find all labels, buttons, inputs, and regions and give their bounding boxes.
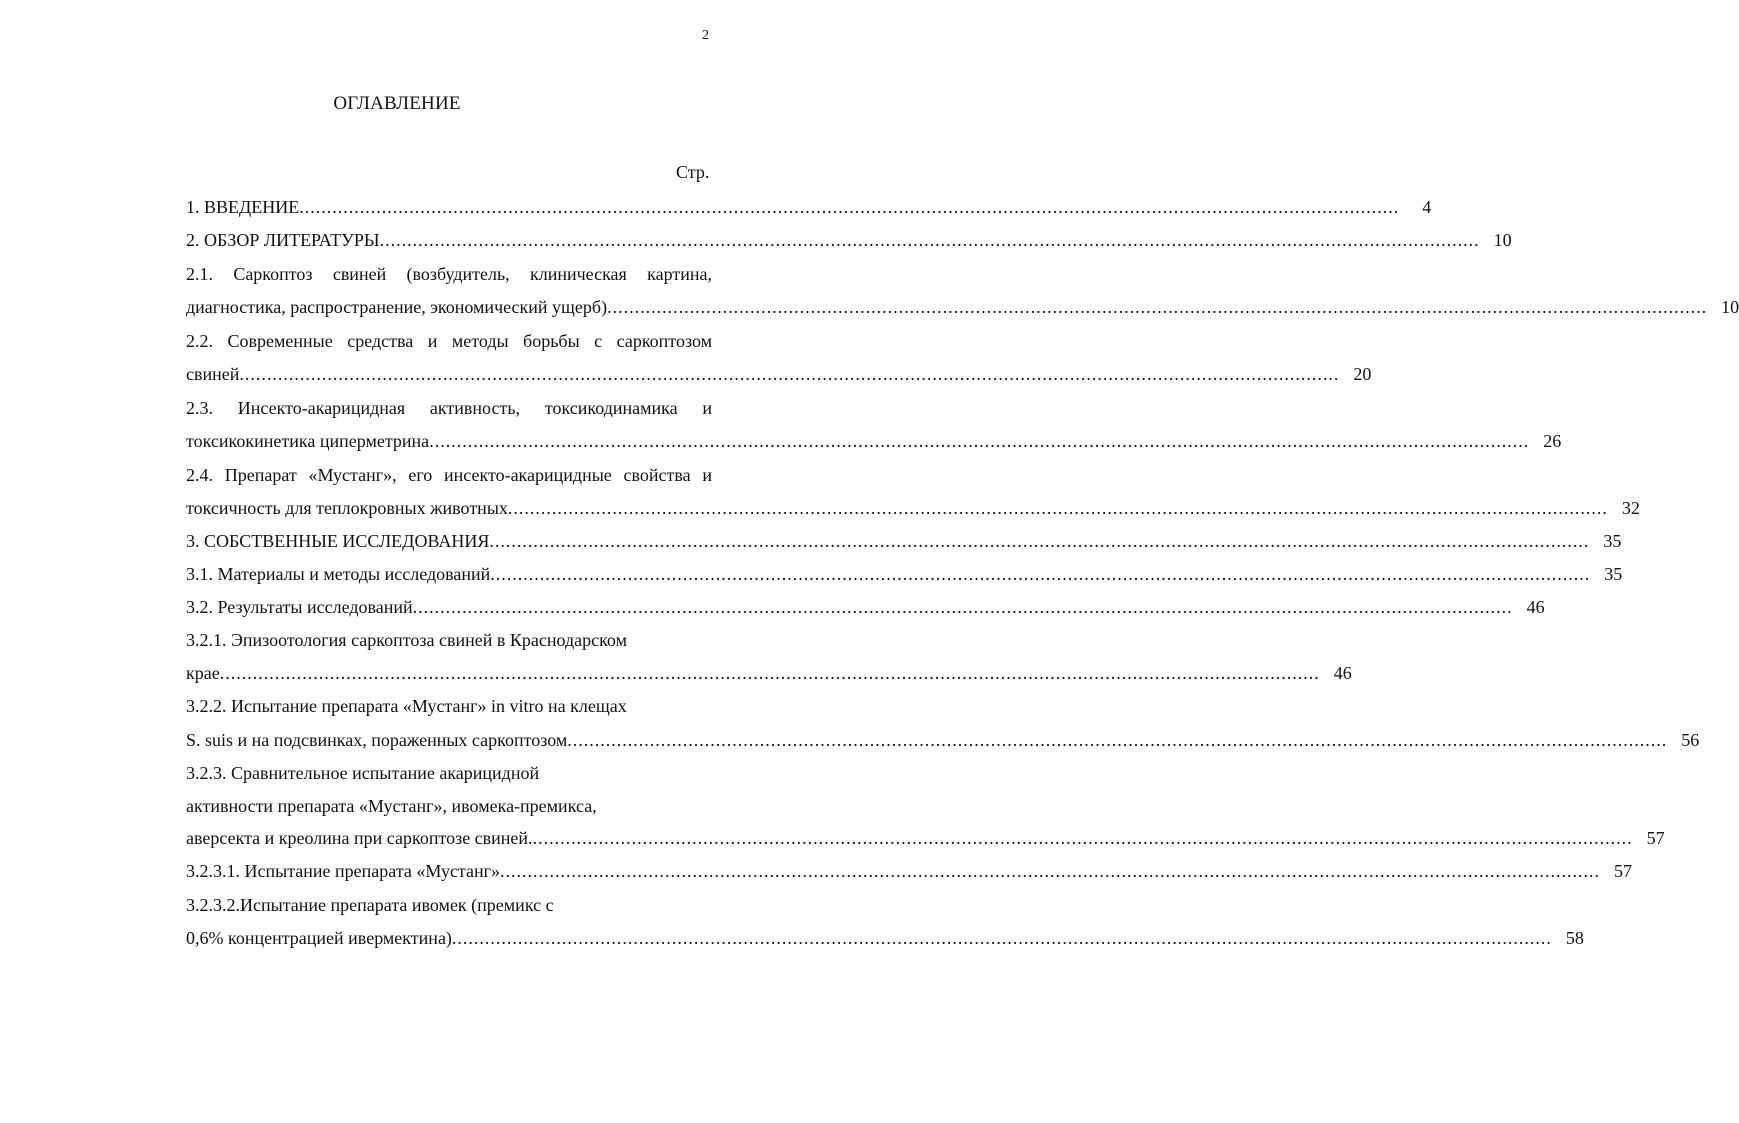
toc-entry-page: 57: [1614, 861, 1633, 881]
toc-entry: [186, 362, 1372, 386]
dot-leader: ........................................................................................................................................................................................................: [500, 861, 1601, 881]
dot-leader: ........................................................................................................................................................................................................: [451, 928, 1552, 948]
toc-entry-title: 3.2.3.1. Испытание препарата «Мустанг»: [186, 861, 501, 881]
toc-entry: [186, 429, 1562, 453]
toc-entry-page: 56: [1681, 730, 1700, 750]
toc-entry-title: токсикокинетика циперметрина: [186, 431, 430, 451]
toc-entry: [186, 728, 1700, 752]
page-number: 2: [702, 28, 709, 43]
toc-entry-line: 3.2.1. Эпизоотология саркоптоза свиней в Краснодарском: [186, 630, 627, 650]
toc-entry-title: диагностика, распространение, экономический ущерб): [186, 297, 608, 317]
toc-entry-page: 35: [1603, 531, 1622, 551]
toc-entry-title: S. suis и на подсвинках, пораженных саркоптозом: [186, 730, 568, 750]
toc-entry: [186, 529, 1622, 553]
toc-entry-line: 3.2.2. Испытание препарата «Мустанг» in vitro на клещах: [186, 696, 627, 716]
dot-leader: ........................................................................................................................................................................................................: [567, 730, 1668, 750]
toc-entry-line: 2.2. Современные средства и методы борьбы с саркоптозом: [186, 331, 712, 351]
toc-entry-line: 2.3. Инсекто-акарицидная активность, токсикодинамика и: [186, 398, 712, 418]
toc-entry-title: крае: [186, 663, 220, 683]
toc-entry-page: 4: [1422, 197, 1432, 217]
toc-entry: [186, 661, 1352, 685]
toc-entry-page: 57: [1646, 828, 1665, 848]
page-title: ОГЛАВЛЕНИЕ: [333, 93, 461, 114]
dot-leader: ........................................................................................................................................................................................................: [532, 828, 1633, 848]
toc-entry-line: 3.2.3. Сравнительное испытание акарицидной: [186, 763, 540, 783]
dot-leader: ........................................................................................................................................................................................................: [299, 197, 1400, 217]
toc-entry-title: 3.2. Результаты исследований: [186, 597, 413, 617]
dot-leader: ........................................................................................................................................................................................................: [239, 364, 1340, 384]
toc-entry: [186, 926, 1584, 950]
toc-entry-title: токсичность для теплокровных животных: [186, 498, 508, 518]
toc-entry-title: 3.1. Материалы и методы исследований: [186, 564, 491, 584]
toc-entry-title: 0,6% концентрацией ивермектина): [186, 928, 452, 948]
toc-entry-page: 32: [1621, 498, 1640, 518]
toc-entry: [186, 562, 1623, 586]
dot-leader: ........................................................................................................................................................................................................: [379, 230, 1480, 250]
dot-leader: ........................................................................................................................................................................................................: [507, 498, 1608, 518]
toc-entry-line: 2.1. Саркоптоз свиней (возбудитель, клиническая картина,: [186, 264, 712, 284]
toc-entry: [186, 295, 1739, 319]
dot-leader: ........................................................................................................................................................................................................: [489, 531, 1590, 551]
toc-entry-page: 46: [1526, 597, 1545, 617]
toc-entry-title: 1. ВВЕДЕНИЕ: [186, 197, 300, 217]
dot-leader: ........................................................................................................................................................................................................: [429, 431, 1530, 451]
toc-entry-page: 58: [1565, 928, 1584, 948]
toc-entry-page: 10: [1493, 230, 1512, 250]
toc-entry: [186, 496, 1640, 520]
dot-leader: ........................................................................................................................................................................................................: [412, 597, 1513, 617]
toc-entry-title: свиней: [186, 364, 240, 384]
toc-entry-title: аверсекта и креолина при саркоптозе свиней.: [186, 828, 533, 848]
toc-entry-title: 3. СОБСТВЕННЫЕ ИССЛЕДОВАНИЯ: [186, 531, 490, 551]
toc-entry: [186, 228, 1512, 252]
toc-entry-page: 46: [1333, 663, 1352, 683]
toc-entry: [186, 595, 1545, 619]
toc-entry-page: 26: [1543, 431, 1562, 451]
toc-entry-page: 20: [1353, 364, 1372, 384]
toc-entry-line: 2.4. Препарат «Мустанг», его инсекто-акарицидные свойства и: [186, 465, 712, 485]
toc-entry-page: 35: [1604, 564, 1623, 584]
dot-leader: ........................................................................................................................................................................................................: [490, 564, 1591, 584]
toc-entry: [186, 826, 1665, 850]
dot-leader: ........................................................................................................................................................................................................: [607, 297, 1708, 317]
toc-entry-title: 2. ОБЗОР ЛИТЕРАТУРЫ: [186, 230, 380, 250]
toc-entry-line: активности препарата «Мустанг», ивомека-премикса,: [186, 796, 597, 816]
toc-entry-line: 3.2.3.2.Испытание препарата ивомек (премикс с: [186, 895, 554, 915]
page-column-label: Стр.: [676, 162, 710, 182]
dot-leader: ........................................................................................................................................................................................................: [219, 663, 1320, 683]
toc-entry-page: 10: [1721, 297, 1739, 317]
toc-entry: [186, 859, 1633, 883]
toc-entry: [186, 195, 1432, 219]
